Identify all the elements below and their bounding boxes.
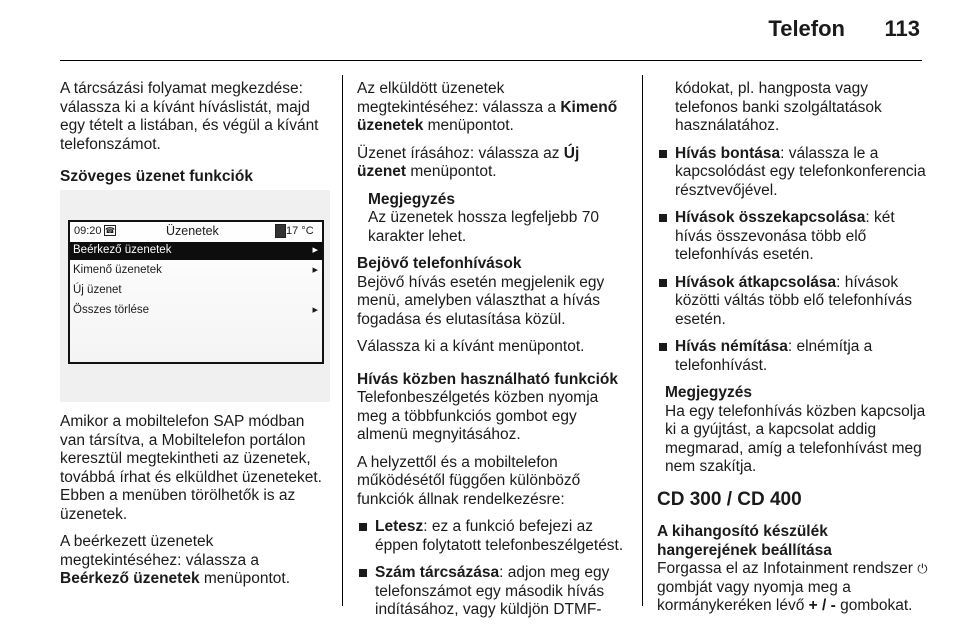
note: [657, 384, 932, 477]
function-name: Letesz: [375, 518, 424, 535]
note-text: Ha egy telefonhívás közben kapcsolja ki a gyújtást, a kapcsolat addig megmarad, amíg a telefonhívást meg nem szakítja.: [665, 402, 926, 475]
paragraph: A helyzettől és a mobiltelefon működésétől függően különböző funkciók állnak rendelkezésre:: [357, 453, 581, 508]
display-screen: [68, 220, 324, 364]
menu-reference: Kimenő üzenetek: [357, 98, 618, 134]
menu-item-label: Beérkező üzenetek: [73, 244, 172, 256]
column-1: [60, 80, 330, 196]
page-number: 113: [884, 16, 920, 41]
column-1-lower: [60, 413, 330, 598]
paragraph: [357, 145, 629, 182]
paragraph: Amikor a mobiltelefon SAP módban van társítva, a Mobiltelefon portálon keresztül megtekintheti az üzenetek, továbbá írhat és elküldhet üzeneteket. Ebben a menüben törölhetők is az üzenetek.: [60, 413, 322, 523]
status-bar: [70, 222, 322, 240]
function-name: Hívás bontása: [675, 144, 781, 162]
menu-item-label: Kimenő üzenetek: [73, 264, 162, 276]
clock: 09:20: [74, 225, 102, 237]
column-2: [357, 80, 629, 629]
page-header: [0, 0, 960, 62]
bullet-icon: [659, 150, 667, 158]
function-name: Hívás némítása: [675, 338, 788, 355]
note-heading: Megjegyzés: [665, 384, 753, 401]
paragraph: [657, 560, 932, 616]
note-heading: Megjegyzés: [368, 190, 456, 208]
column-3: [657, 80, 932, 625]
function-name: Hívások átkapcsolása: [675, 273, 837, 291]
menu-item-delete-all[interactable]: [70, 302, 322, 320]
bullet-icon: [359, 523, 367, 531]
menu-reference: Új üzenet: [357, 144, 580, 180]
column-divider-2: [642, 75, 643, 606]
menu-item-inbox[interactable]: [70, 242, 322, 260]
text: Üzenet írásához: válassza az: [357, 144, 564, 162]
phone-icon: ☎: [105, 226, 115, 235]
screen-title: Üzenetek: [166, 224, 219, 238]
text: : hívások közötti váltás több elő telefonhívás esetén.: [675, 273, 912, 328]
text: A beérkezett üzenetek megtekintéséhez: válassza a: [60, 533, 260, 569]
text: menüpontot.: [199, 570, 291, 587]
bullet-icon: [359, 569, 367, 577]
section-heading: Szöveges üzenet funkciók: [60, 168, 253, 185]
list-item: [657, 145, 932, 201]
menu-reference: Beérkező üzenetek: [60, 570, 200, 587]
chevron-right-icon: ▸: [312, 244, 318, 256]
menu-item-outbox[interactable]: [70, 262, 322, 280]
text: : adjon meg egy telefonszámot egy második hívás indításához, vagy küldjön DTMF-: [375, 564, 610, 618]
section-heading: Bejövő telefonhívások: [357, 255, 522, 272]
bullet-icon: [659, 214, 667, 222]
text: Forgassa el az Infotainment rendszer: [657, 560, 918, 577]
menu-item-new-message[interactable]: [70, 282, 322, 300]
section-title: CD 300 / CD 400: [657, 488, 802, 510]
paragraph: Bejövő hívás esetén megjelenik egy menü, amelyben választhat a hívás fogadása és elutasítása közül.: [357, 273, 605, 328]
text: menüpontot.: [406, 163, 497, 180]
power-icon: ⏻: [917, 561, 928, 576]
paragraph: A tárcsázási folyamat megkezdése: válassza ki a kívánt híváslistát, majd egy tételt a listában, és végül a kívánt telefonszámot.: [60, 80, 319, 153]
display-screenshot: [60, 190, 330, 402]
text: gombokat.: [835, 597, 913, 614]
text: menüpontot.: [423, 117, 514, 134]
bullet-icon: [659, 343, 667, 351]
battery-icon: [275, 224, 286, 238]
paragraph: kódokat, pl. hangposta vagy telefonos banki szolgáltatások használatához.: [675, 80, 882, 134]
list-item: [357, 518, 629, 555]
column-divider-1: [342, 75, 343, 606]
section-heading: Hívás közben használható funkciók: [357, 370, 618, 388]
note: [357, 191, 629, 247]
chevron-right-icon: ▸: [312, 264, 318, 276]
menu-item-label: Új üzenet: [73, 284, 122, 296]
paragraph: [60, 533, 330, 589]
paragraph: Válassza ki a kívánt menüpontot.: [357, 338, 585, 355]
list-item: [657, 209, 932, 265]
list-item: [357, 564, 629, 620]
list-item: [657, 338, 932, 375]
button-reference: + / -: [808, 597, 836, 614]
section-heading: A kihangosító készülék hangerejének beállítása: [657, 523, 832, 559]
text: : két hívás összevonása több elő telefonhívás esetén.: [675, 209, 895, 263]
text: : ez a funkció befejezi az éppen folytatott telefonbeszélgetést.: [375, 518, 624, 554]
bullet-icon: [659, 279, 667, 287]
menu-item-label: Összes törlése: [73, 304, 150, 316]
text: : válassza le a kapcsolódást egy telefonkonferencia résztvevőjével.: [675, 144, 926, 199]
header-rule: [60, 60, 922, 61]
paragraph: Telefonbeszélgetés közben nyomja meg a többfunkciós gombot egy almenü megnyitásához.: [357, 389, 599, 443]
text: Az elküldött üzenetek megtekintéséhez: válassza a: [357, 80, 561, 116]
note-text: Az üzenetek hossza legfeljebb 70 karakter lehet.: [368, 209, 599, 245]
page-title: Telefon: [768, 16, 845, 41]
temperature: 17 °C: [286, 225, 314, 237]
text: : elnémítja a telefonhívást.: [675, 338, 873, 374]
function-name: Szám tárcsázása: [375, 564, 500, 581]
function-name: Hívások összekapcsolása: [675, 209, 866, 226]
paragraph: [357, 80, 629, 136]
text: gombját vagy nyomja meg a kormánykeréken lévő: [657, 578, 851, 614]
chevron-right-icon: ▸: [312, 304, 318, 316]
list-item: [657, 274, 932, 330]
